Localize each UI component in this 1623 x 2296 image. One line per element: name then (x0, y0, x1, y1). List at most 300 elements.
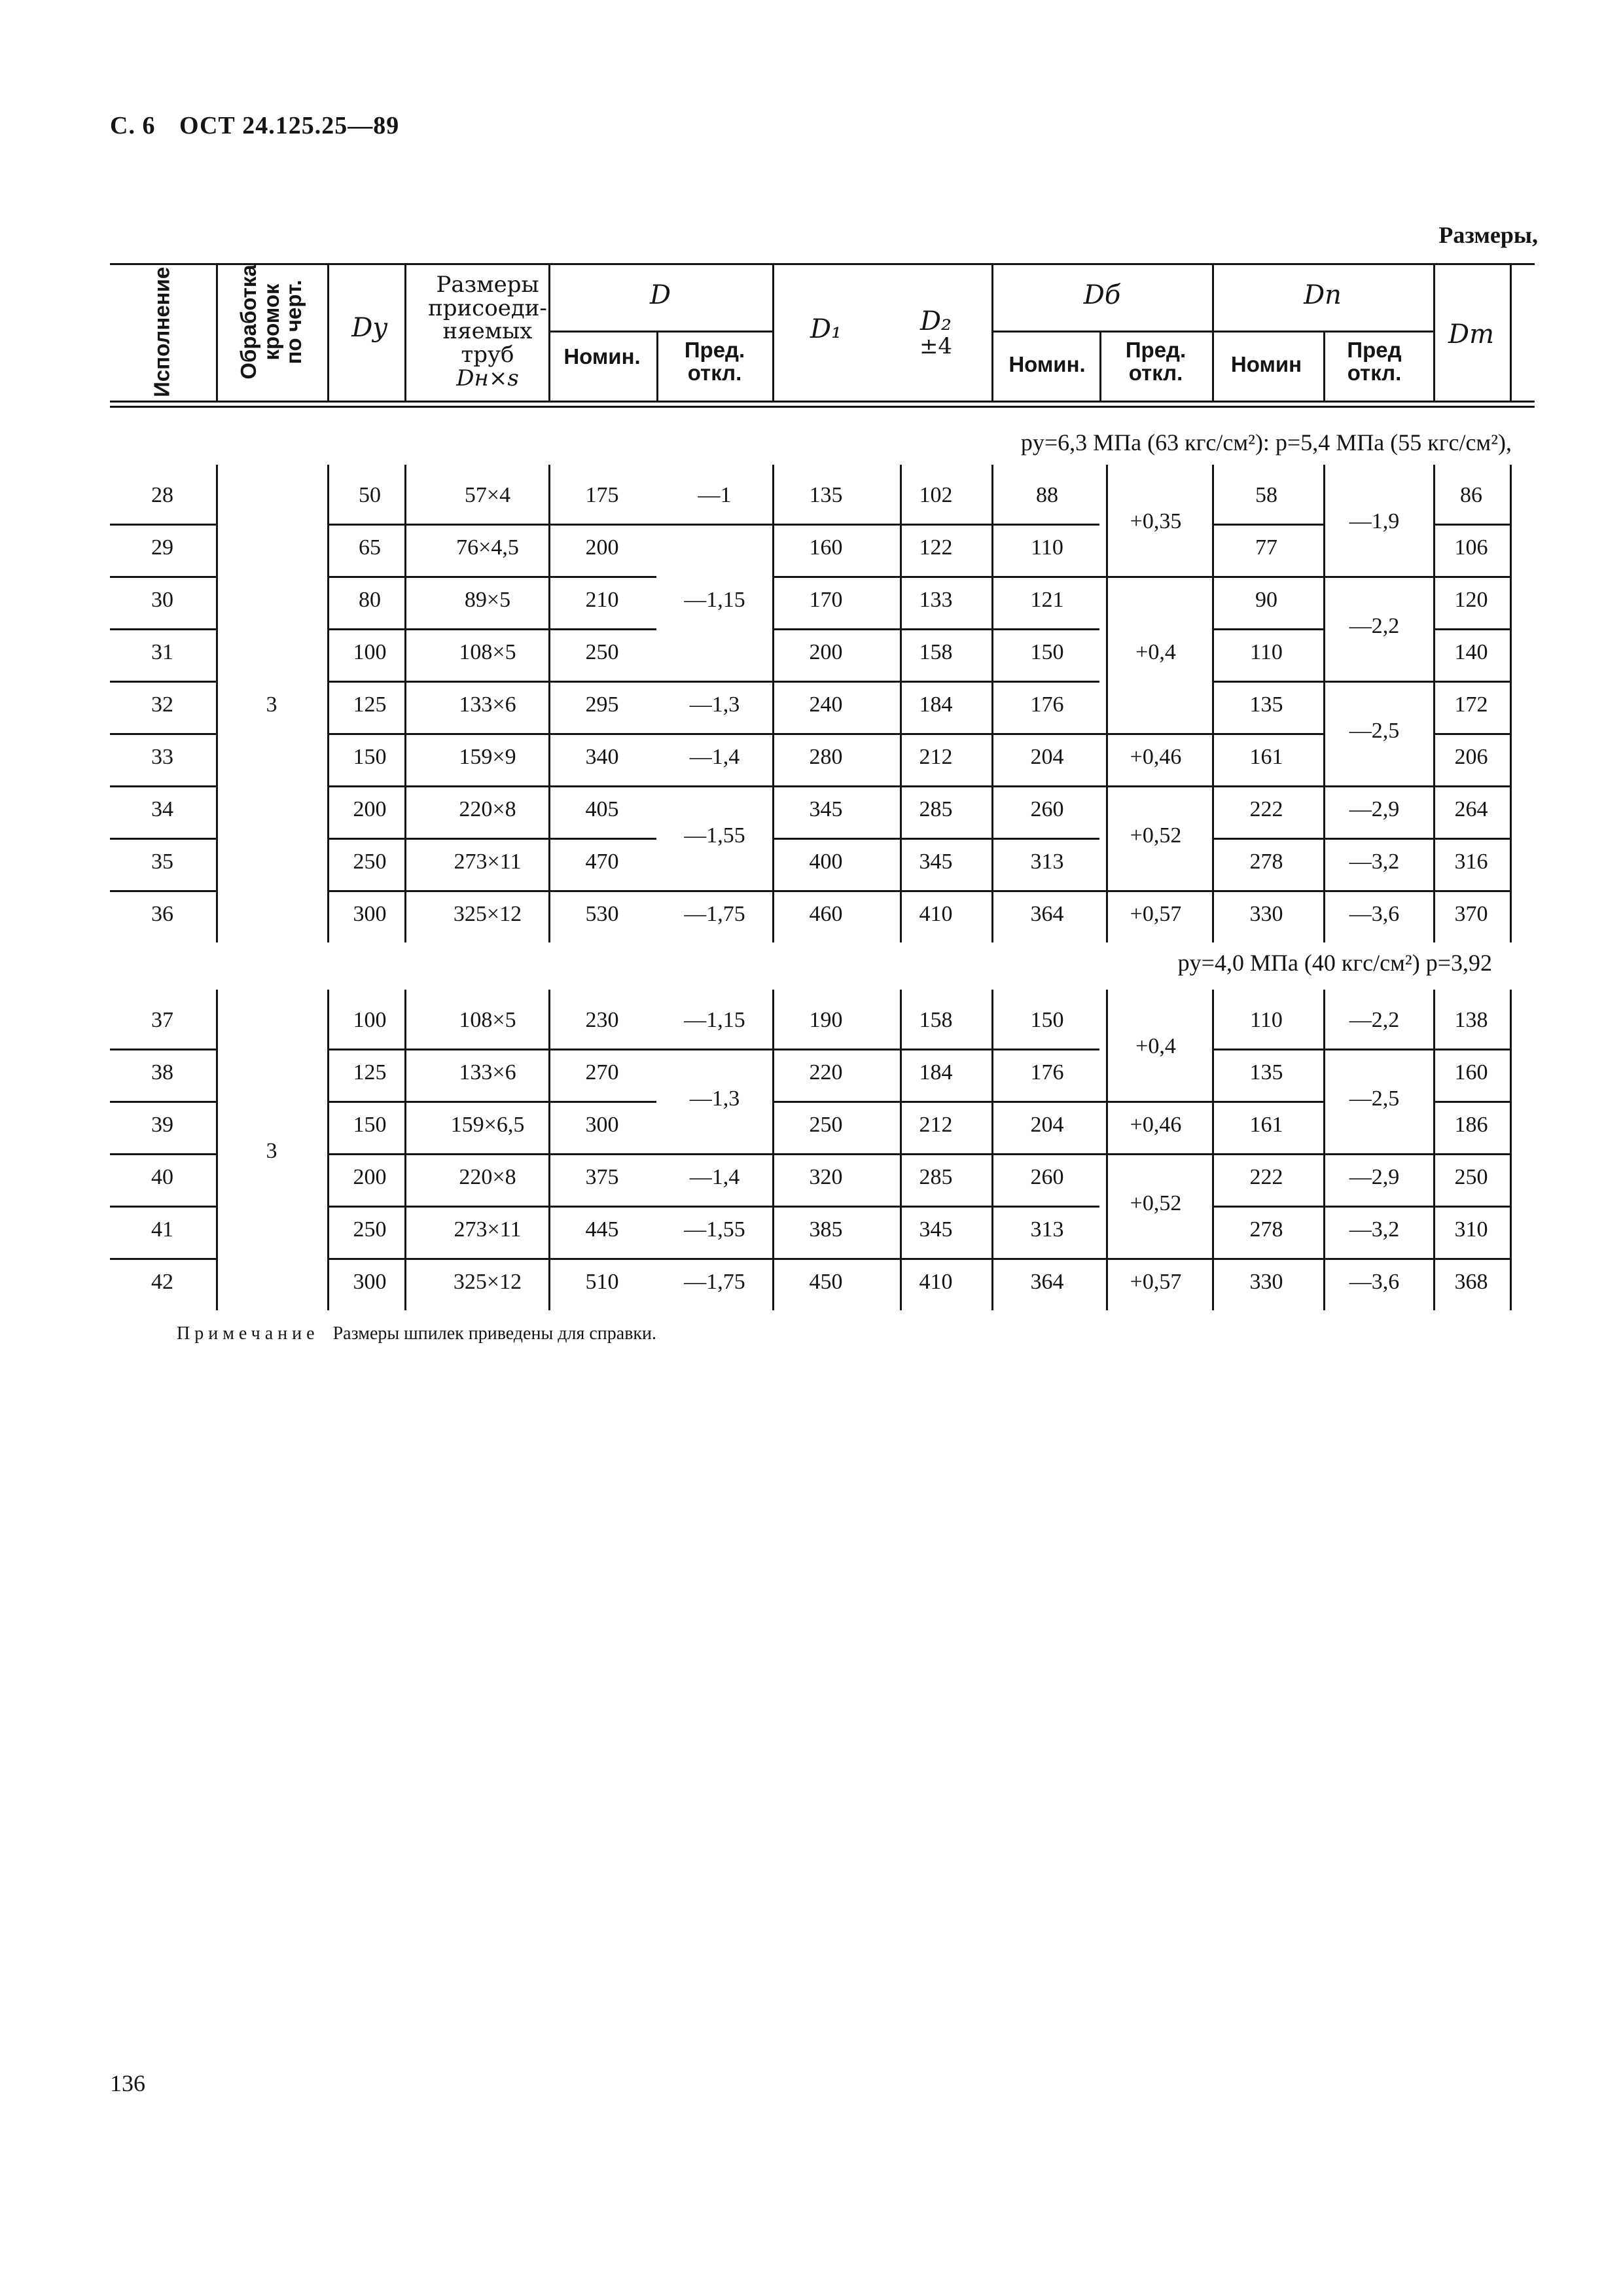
sec1-d-tol-6: —1,75 (684, 902, 745, 926)
horizontal-rule (1099, 890, 1212, 892)
horizontal-rule (1212, 681, 1323, 683)
sec1-row1-pipe: 57×4 (464, 483, 511, 507)
sec2-row2-dm: 160 (1454, 1060, 1488, 1085)
sec1-row2-ispolnenie: 29 (151, 535, 173, 560)
horizontal-rule (772, 785, 1099, 787)
sec1-row9-d1: 460 (809, 902, 843, 926)
sec2-dn-tol-4: —3,2 (1349, 1217, 1400, 1242)
sec2-row4-db-nom: 260 (1030, 1165, 1064, 1189)
sec2-row3-ispolnenie: 39 (151, 1113, 173, 1137)
horizontal-rule (1212, 1101, 1323, 1103)
horizontal-rule (110, 1153, 216, 1155)
vertical-rule (991, 990, 993, 1310)
sec1-row7-dn-nom: 222 (1249, 797, 1283, 821)
sec2-row2-dy: 125 (353, 1060, 387, 1085)
vertical-rule (1323, 990, 1325, 1310)
pred-line-2: откл. (687, 360, 742, 385)
sec2-obrabotka: 3 (266, 1139, 277, 1163)
horizontal-rule (327, 890, 656, 892)
horizontal-rule (656, 785, 772, 787)
header-obrabotka-line-1: Обработка (236, 264, 261, 380)
sec1-row2-dy: 65 (359, 535, 381, 560)
sec2-d-tol-3: —1,4 (689, 1165, 740, 1189)
sec1-row7-db-nom: 260 (1030, 797, 1064, 821)
pressure-line-2: pу=4,0 МПа (40 кгс/см²) p=3,92 (1177, 950, 1492, 976)
sec2-row2-d-nom: 270 (585, 1060, 619, 1085)
sec1-row4-d2: 158 (919, 640, 953, 664)
header-obrabotka-line-2: кромок (259, 283, 283, 361)
vertical-rule (1099, 331, 1101, 401)
sec2-dn-tol-2: —2,5 (1349, 1086, 1400, 1111)
horizontal-rule (772, 1049, 1099, 1050)
sec2-row2-pipe: 133×6 (459, 1060, 516, 1085)
header-pipe-line-3: няемых труб (442, 318, 533, 368)
sec1-row5-dn-nom: 135 (1249, 692, 1283, 717)
sec1-row3-d2: 133 (919, 588, 953, 612)
sec2-row3-dy: 150 (353, 1113, 387, 1137)
sec1-row7-d2: 285 (919, 797, 953, 821)
sec1-row6-ispolnenie: 33 (151, 745, 173, 769)
sec2-row4-d-nom: 375 (585, 1165, 619, 1189)
sec1-row6-db-nom: 204 (1030, 745, 1064, 769)
note-text: Размеры шпилек приведены для справки. (332, 1323, 657, 1344)
vertical-rule (327, 990, 329, 1310)
sec2-row2-d2: 184 (919, 1060, 953, 1085)
horizontal-rule (327, 1049, 656, 1050)
horizontal-rule (772, 1258, 1099, 1260)
sec1-row2-dm: 106 (1454, 535, 1488, 560)
sec1-row4-dy: 100 (353, 640, 387, 664)
sec2-row4-pipe: 220×8 (459, 1165, 516, 1189)
sec1-d-tol-1: —1 (698, 483, 732, 507)
header-Dn-pred (1322, 339, 1427, 384)
horizontal-rule (772, 628, 1099, 630)
sec2-row1-d-nom: 230 (585, 1008, 619, 1032)
header-Db-pred (1103, 339, 1208, 384)
note-lead: Примечание (177, 1323, 319, 1344)
header-dy: Dу (351, 313, 388, 343)
sec1-row1-dy: 50 (359, 483, 381, 507)
sec2-row2-d1: 220 (809, 1060, 843, 1085)
sec2-row6-db-nom: 364 (1030, 1270, 1064, 1294)
horizontal-rule (1323, 1049, 1433, 1050)
sec1-row9-dy: 300 (353, 902, 387, 926)
sec1-d-tol-3: —1,3 (689, 692, 740, 717)
sec1-row5-d1: 240 (809, 692, 843, 717)
horizontal-rule (1433, 1101, 1510, 1103)
sec2-row1-dm: 138 (1454, 1008, 1488, 1032)
horizontal-rule (110, 838, 216, 840)
horizontal-rule (1212, 890, 1323, 892)
horizontal-rule (327, 1258, 656, 1260)
sec2-row6-d2: 410 (919, 1270, 953, 1294)
horizontal-rule (1323, 681, 1433, 683)
pred-line-2: откл. (1347, 360, 1402, 385)
horizontal-rule (327, 838, 656, 840)
sec1-row6-d2: 212 (919, 745, 953, 769)
sec2-d-tol-4: —1,55 (684, 1217, 745, 1242)
sec1-row4-pipe: 108×5 (459, 640, 516, 664)
horizontal-rule (1212, 628, 1323, 630)
sec2-row5-pipe: 273×11 (454, 1217, 522, 1242)
horizontal-rule (327, 785, 656, 787)
horizontal-rule (1433, 785, 1510, 787)
pred-line-2: откл. (1128, 360, 1183, 385)
horizontal-rule (110, 406, 1535, 408)
horizontal-rule (327, 1206, 656, 1208)
sec2-db-tol-1: +0,4 (1135, 1034, 1176, 1058)
vertical-rule (1510, 263, 1512, 401)
sec2-d-tol-1: —1,15 (684, 1008, 745, 1032)
horizontal-rule (1433, 1153, 1510, 1155)
sec1-row1-dn-nom: 58 (1255, 483, 1277, 507)
sec1-row2-pipe: 76×4,5 (456, 535, 519, 560)
horizontal-rule (110, 1049, 216, 1050)
sec1-row9-d-nom: 530 (585, 902, 619, 926)
horizontal-rule (1212, 1258, 1323, 1260)
sec2-dn-tol-3: —2,9 (1349, 1165, 1400, 1189)
horizontal-rule (1433, 1049, 1510, 1050)
header-D1: D₁ (810, 314, 842, 344)
sec2-row1-dn-nom: 110 (1250, 1008, 1283, 1032)
page-no: 6 (142, 112, 156, 139)
vertical-rule (548, 990, 550, 1310)
header-D-nomin: Номин. (563, 344, 641, 368)
horizontal-rule (1212, 524, 1323, 526)
sec1-row9-pipe: 325×12 (453, 902, 522, 926)
sec1-db-tol-4: +0,52 (1130, 823, 1182, 848)
vertical-rule (991, 465, 993, 942)
sec1-row1-ispolnenie: 28 (151, 483, 173, 507)
horizontal-rule (772, 1153, 1099, 1155)
header-pipe-line-1: Размеры (436, 272, 539, 298)
horizontal-rule (991, 331, 1212, 332)
horizontal-rule (1433, 1206, 1510, 1208)
horizontal-rule (327, 1101, 656, 1103)
horizontal-rule (772, 681, 1099, 683)
sec1-d-tol-5: —1,55 (684, 823, 745, 848)
sec1-d-tol-2: —1,15 (684, 588, 745, 612)
vertical-rule (900, 990, 902, 1310)
horizontal-rule (1212, 1206, 1323, 1208)
sec2-row5-db-nom: 313 (1030, 1217, 1064, 1242)
horizontal-rule (327, 524, 656, 526)
header-D-pred (662, 339, 767, 384)
sec1-db-tol-2: +0,4 (1135, 640, 1176, 664)
sec2-row6-d-nom: 510 (585, 1270, 619, 1294)
horizontal-rule (1433, 628, 1510, 630)
sec1-row3-ispolnenie: 30 (151, 588, 173, 612)
horizontal-rule (656, 733, 772, 735)
sec2-row1-dy: 100 (353, 1008, 387, 1032)
sec1-db-tol-5: +0,57 (1130, 902, 1182, 926)
sec1-row7-d1: 345 (809, 797, 843, 821)
horizontal-rule (327, 733, 656, 735)
sec2-row5-d1: 385 (809, 1217, 843, 1242)
sec1-row8-db-nom: 313 (1030, 850, 1064, 874)
sec1-row5-dm: 172 (1454, 692, 1488, 717)
header-Db: Dб (1083, 280, 1121, 310)
sec2-row3-d-nom: 300 (585, 1113, 619, 1137)
sec1-row1-db-nom: 88 (1036, 483, 1058, 507)
sec2-row6-d1: 450 (809, 1270, 843, 1294)
sec1-row8-d1: 400 (809, 850, 843, 874)
sec2-row1-db-nom: 150 (1030, 1008, 1064, 1032)
sec2-row4-d2: 285 (919, 1165, 953, 1189)
horizontal-rule (110, 401, 1535, 403)
sec1-dn-tol-2: —2,2 (1349, 614, 1400, 638)
sec1-row2-db-nom: 110 (1031, 535, 1063, 560)
sec2-row3-pipe: 159×6,5 (450, 1113, 525, 1137)
horizontal-rule (1433, 681, 1510, 683)
horizontal-rule (1099, 1258, 1212, 1260)
sec2-row5-d-nom: 445 (585, 1217, 619, 1242)
sec1-row9-db-nom: 364 (1030, 902, 1064, 926)
horizontal-rule (1323, 890, 1433, 892)
sec1-row5-d2: 184 (919, 692, 953, 717)
horizontal-rule (110, 1101, 216, 1103)
sec1-row9-ispolnenie: 36 (151, 902, 173, 926)
standard-code: ОСТ 24.125.25—89 (179, 112, 400, 139)
horizontal-rule (1099, 576, 1212, 578)
header-pipe-line-4: Dн×s (456, 365, 519, 391)
sec1-dn-tol-3: —2,5 (1349, 719, 1400, 743)
sec1-row6-dm: 206 (1454, 745, 1488, 769)
sec1-dn-tol-4: —2,9 (1349, 797, 1400, 821)
vertical-rule (327, 263, 329, 401)
sec1-row9-dm: 370 (1454, 902, 1488, 926)
horizontal-rule (1099, 733, 1212, 735)
sec1-row7-ispolnenie: 34 (151, 797, 173, 821)
sec2-row2-dn-nom: 135 (1249, 1060, 1283, 1085)
sec2-dn-tol-1: —2,2 (1349, 1008, 1400, 1032)
horizontal-rule (1433, 576, 1510, 578)
horizontal-rule (110, 576, 216, 578)
sec2-row3-dn-nom: 161 (1249, 1113, 1283, 1137)
header-obrabotka-line-3: по черт. (281, 279, 306, 365)
sec1-row6-pipe: 159×9 (459, 745, 516, 769)
sec1-row8-d-nom: 470 (585, 850, 619, 874)
horizontal-rule (1099, 785, 1212, 787)
sec1-row2-d1: 160 (809, 535, 843, 560)
header-Dn-nomin: Номин (1230, 352, 1302, 376)
sec1-row2-d-nom: 200 (585, 535, 619, 560)
sec1-row4-d-nom: 250 (585, 640, 619, 664)
vertical-rule (772, 465, 774, 942)
horizontal-rule (1323, 1206, 1433, 1208)
sec1-row1-d-nom: 175 (585, 483, 619, 507)
sec1-row1-d1: 135 (809, 483, 843, 507)
sec2-d-tol-2: —1,3 (689, 1086, 740, 1111)
sec2-row5-dn-nom: 278 (1249, 1217, 1283, 1242)
horizontal-rule (1212, 838, 1323, 840)
sec2-row5-ispolnenie: 41 (151, 1217, 173, 1242)
horizontal-rule (1433, 1258, 1510, 1260)
sec1-row1-dm: 86 (1460, 483, 1482, 507)
sec1-row8-dy: 250 (353, 850, 387, 874)
pred-line-1: Пред (1347, 338, 1402, 362)
sec1-row3-db-nom: 121 (1030, 588, 1064, 612)
sec1-row2-dn-nom: 77 (1255, 535, 1277, 560)
sec2-db-tol-3: +0,52 (1130, 1191, 1182, 1215)
horizontal-rule (1323, 1153, 1433, 1155)
vertical-rule (1106, 465, 1108, 942)
sec2-row4-dm: 250 (1454, 1165, 1488, 1189)
sec2-row3-d1: 250 (809, 1113, 843, 1137)
page-prefix: С. (110, 112, 135, 139)
vertical-rule (1510, 990, 1512, 1310)
horizontal-rule (656, 1049, 772, 1050)
sec1-row4-ispolnenie: 31 (151, 640, 173, 664)
horizontal-rule (656, 1206, 772, 1208)
sec1-row6-dy: 150 (353, 745, 387, 769)
sec1-row6-dn-nom: 161 (1249, 745, 1283, 769)
sec1-row4-d1: 200 (809, 640, 843, 664)
horizontal-rule (772, 1101, 1099, 1103)
sec1-row3-pipe: 89×5 (464, 588, 511, 612)
sec1-row5-db-nom: 176 (1030, 692, 1064, 717)
sec1-row3-dn-nom: 90 (1255, 588, 1277, 612)
header-Dn: Dп (1304, 280, 1342, 310)
horizontal-rule (110, 890, 216, 892)
header-pipe-sizes (416, 274, 560, 390)
horizontal-rule (772, 524, 1099, 526)
vertical-rule (656, 331, 658, 401)
horizontal-rule (656, 1153, 772, 1155)
sec1-dn-tol-1: —1,9 (1349, 509, 1400, 533)
horizontal-rule (1099, 1101, 1212, 1103)
sec1-row6-d1: 280 (809, 745, 843, 769)
header-D2 (893, 308, 978, 359)
horizontal-rule (327, 576, 656, 578)
horizontal-rule (327, 1153, 656, 1155)
horizontal-rule (110, 733, 216, 735)
sec1-row8-ispolnenie: 35 (151, 850, 173, 874)
sec2-row6-dm: 368 (1454, 1270, 1488, 1294)
vertical-rule (216, 990, 218, 1310)
sec1-dn-tol-5: —3,2 (1349, 850, 1400, 874)
vertical-rule (1510, 465, 1512, 942)
header-D: D (649, 280, 671, 310)
sec1-row2-d2: 122 (919, 535, 953, 560)
sec1-row8-d2: 345 (919, 850, 953, 874)
sec2-db-tol-2: +0,46 (1130, 1113, 1182, 1137)
sec1-row5-ispolnenie: 32 (151, 692, 173, 717)
vertical-rule (772, 263, 774, 401)
horizontal-rule (110, 1258, 216, 1260)
horizontal-rule (1433, 524, 1510, 526)
header-ispolnenie: Исполнение (149, 266, 174, 397)
horizontal-rule (110, 785, 216, 787)
sec1-row1-d2: 102 (919, 483, 953, 507)
horizontal-rule (1212, 785, 1323, 787)
pressure-line-1: pу=6,3 МПа (63 кгс/см²): p=5,4 МПа (55 кгс/см²), (1020, 429, 1512, 456)
sec1-row4-dm: 140 (1454, 640, 1488, 664)
sec2-row6-dy: 300 (353, 1270, 387, 1294)
sec1-row4-dn-nom: 110 (1250, 640, 1283, 664)
sec1-row8-dm: 316 (1454, 850, 1488, 874)
horizontal-rule (327, 628, 656, 630)
sec2-row1-ispolnenie: 37 (151, 1008, 173, 1032)
sec1-row9-dn-nom: 330 (1249, 902, 1283, 926)
header-Dm: Dm (1448, 319, 1494, 350)
sec2-row2-db-nom: 176 (1030, 1060, 1064, 1085)
page-header (110, 111, 399, 140)
sec1-row5-pipe: 133×6 (459, 692, 516, 717)
horizontal-rule (1212, 1049, 1323, 1050)
sec2-row5-dy: 250 (353, 1217, 387, 1242)
horizontal-rule (110, 1206, 216, 1208)
horizontal-rule (327, 681, 656, 683)
horizontal-rule (548, 331, 772, 332)
pred-line-1: Пред. (1125, 338, 1186, 362)
sec2-row6-dn-nom: 330 (1249, 1270, 1283, 1294)
sec1-db-tol-1: +0,35 (1130, 509, 1182, 533)
horizontal-rule (772, 576, 1099, 578)
horizontal-rule (1212, 331, 1433, 332)
header-D2-tol: ±4 (919, 333, 953, 359)
horizontal-rule (656, 681, 772, 683)
horizontal-rule (1323, 785, 1433, 787)
sec2-row6-pipe: 325×12 (453, 1270, 522, 1294)
vertical-rule (772, 990, 774, 1310)
sec2-row3-db-nom: 204 (1030, 1113, 1064, 1137)
table-note (177, 1323, 656, 1344)
horizontal-rule (1099, 1153, 1212, 1155)
header-obrabotka (238, 234, 306, 410)
sec1-row5-dy: 125 (353, 692, 387, 717)
sec1-row8-pipe: 273×11 (454, 850, 522, 874)
horizontal-rule (772, 838, 1099, 840)
sec1-row5-d-nom: 295 (585, 692, 619, 717)
sec2-row4-ispolnenie: 40 (151, 1165, 173, 1189)
horizontal-rule (1212, 576, 1323, 578)
horizontal-rule (1433, 890, 1510, 892)
horizontal-rule (110, 628, 216, 630)
vertical-rule (404, 990, 406, 1310)
sec2-row2-ispolnenie: 38 (151, 1060, 173, 1085)
sec2-row4-dn-nom: 222 (1249, 1165, 1283, 1189)
horizontal-rule (1323, 576, 1433, 578)
pred-line-1: Пред. (684, 338, 745, 362)
sec1-row7-pipe: 220×8 (459, 797, 516, 821)
sec2-row4-dy: 200 (353, 1165, 387, 1189)
sec2-dn-tol-5: —3,6 (1349, 1270, 1400, 1294)
sec1-row6-d-nom: 340 (585, 745, 619, 769)
sec1-row3-d-nom: 210 (585, 588, 619, 612)
header-D2-symbol: D₂ (919, 306, 952, 336)
sec2-row3-d2: 212 (919, 1113, 953, 1137)
horizontal-rule (1433, 733, 1510, 735)
horizontal-rule (772, 1206, 1099, 1208)
sec1-d-tol-4: —1,4 (689, 745, 740, 769)
sec1-obrabotka: 3 (266, 692, 277, 717)
sec2-row3-dm: 186 (1454, 1113, 1488, 1137)
horizontal-rule (656, 890, 772, 892)
sec1-row7-dy: 200 (353, 797, 387, 821)
horizontal-rule (110, 263, 1535, 265)
horizontal-rule (1323, 1258, 1433, 1260)
horizontal-rule (772, 733, 1099, 735)
sec2-d-tol-5: —1,75 (684, 1270, 745, 1294)
vertical-rule (1433, 990, 1435, 1310)
horizontal-rule (1212, 1153, 1323, 1155)
horizontal-rule (656, 524, 772, 526)
sec2-row5-d2: 345 (919, 1217, 953, 1242)
sec2-row1-pipe: 108×5 (459, 1008, 516, 1032)
vertical-rule (327, 465, 329, 942)
sec1-dn-tol-6: —3,6 (1349, 902, 1400, 926)
